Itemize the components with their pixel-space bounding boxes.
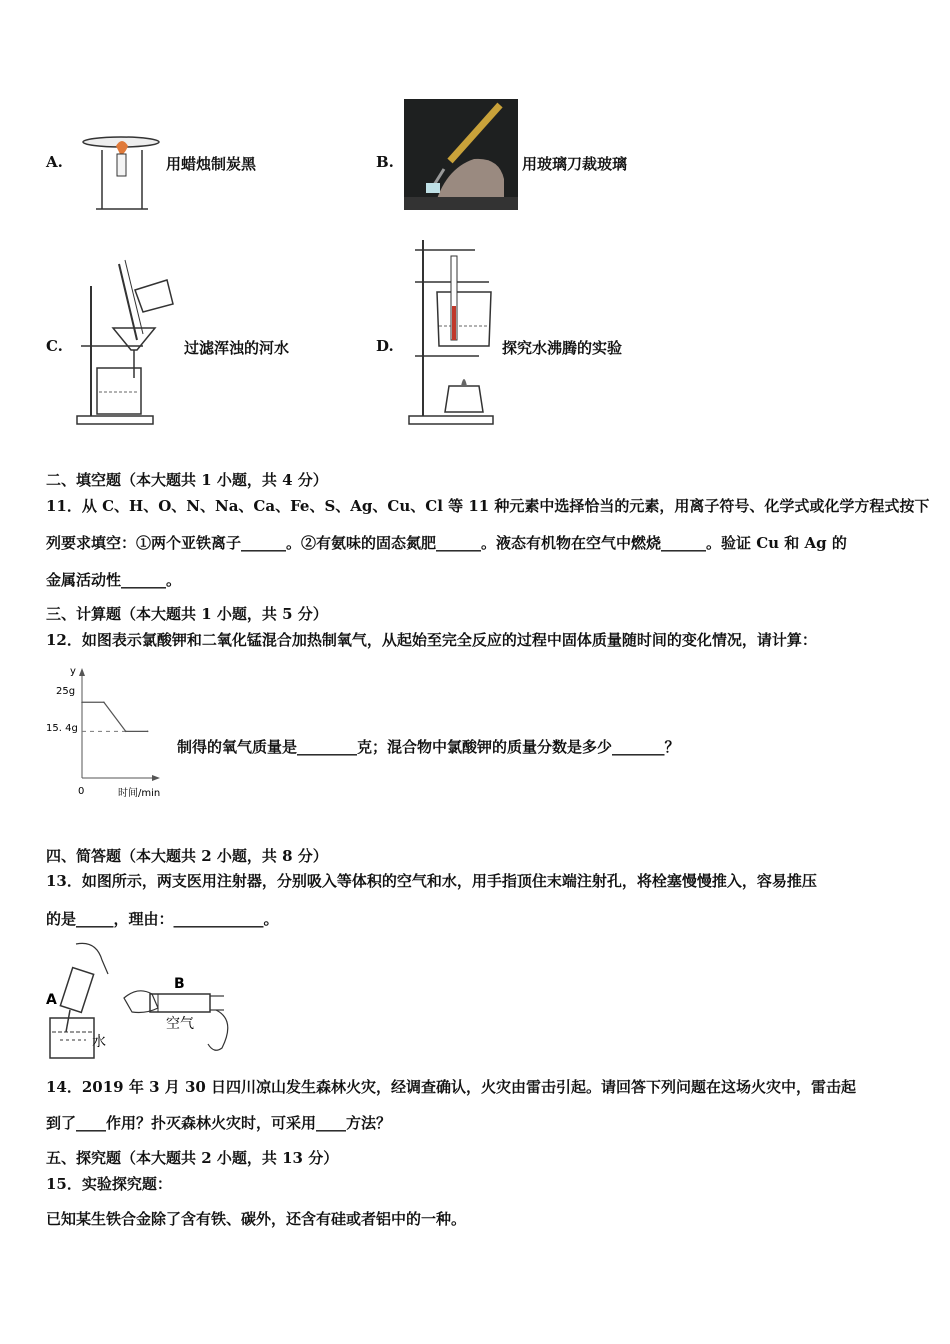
y-tick-15-4g: 15. 4g — [46, 723, 78, 734]
origin-label: 0 — [78, 786, 85, 797]
q13-line2: 的是_____，理由：____________。 — [46, 910, 279, 928]
option-d-letter: D. — [376, 337, 394, 355]
option-c-text: 过滤浑浊的河水 — [184, 339, 290, 357]
data-point-0 — [81, 701, 83, 703]
q11-line2: 列要求填空：①两个亚铁离子______。②有氨味的固态氮肥______。液态有机物在空气中燃烧______。验证 Cu 和 Ag 的 — [46, 534, 847, 552]
data-point-2 — [125, 731, 127, 733]
q12-line1: 12．如图表示氯酸钾和二氧化锰混合加热制氧气，从起始至完全反应的过程中固体质量随时间的变化情况，请计算： — [46, 631, 817, 649]
option-c-letter: C. — [46, 337, 63, 355]
mass-time-chart — [44, 660, 174, 800]
q14-line2: 到了____作用？扑灭森林火灾时，可采用____方法？ — [46, 1114, 392, 1132]
series-line-solid-mass — [82, 702, 148, 731]
data-point-1 — [103, 701, 105, 703]
glass-cutter-photo — [404, 99, 518, 210]
y-tick-25g: 25g — [56, 686, 76, 697]
option-a-letter: A. — [46, 153, 63, 171]
section3-heading: 三、计算题（本大题共 1 小题，共 5 分） — [46, 605, 328, 623]
candle-soot-figure — [76, 132, 166, 212]
label-air: 空气 — [166, 1016, 194, 1032]
option-b-text: 用玻璃刀裁玻璃 — [522, 155, 628, 173]
x-axis-label: 时间/min — [118, 788, 161, 799]
boiling-water-figure — [409, 236, 501, 426]
data-point-3 — [147, 731, 149, 733]
option-b-letter: B. — [376, 153, 394, 171]
option-d-text: 探究水沸腾的实验 — [502, 339, 623, 357]
option-a-text: 用蜡烛制炭黑 — [166, 155, 257, 173]
q13-line1: 13．如图所示，两支医用注射器，分别吸入等体积的空气和水，用手指顶住末端注射孔，将栓塞慢慢推入，容易推压 — [46, 872, 817, 890]
label-a: A — [46, 992, 57, 1008]
q11-line3: 金属活动性______。 — [46, 571, 182, 589]
section5-heading: 五、探究题（本大题共 2 小题，共 13 分） — [46, 1149, 339, 1167]
q15-title: 15．实验探究题： — [46, 1175, 172, 1193]
syringe-figure — [46, 940, 236, 1064]
section4-heading: 四、简答题（本大题共 2 小题，共 8 分） — [46, 847, 328, 865]
q14-line1: 14．2019 年 3 月 30 日四川凉山发生森林火灾，经调查确认，火灾由雷击引起。请回答下列问题在这场火灾中，雷击起 — [46, 1078, 857, 1096]
q12-question: 制得的氧气质量是________克；混合物中氯酸钾的质量分数是多少_______？ — [177, 738, 680, 756]
y-axis-label: y — [70, 666, 76, 677]
q15-line1: 已知某生铁合金除了含有铁、碳外，还含有硅或者铝中的一种。 — [46, 1210, 467, 1228]
label-water: 水 — [92, 1034, 106, 1050]
label-b: B — [174, 976, 185, 992]
filtration-figure — [77, 250, 177, 426]
q11-line1: 11．从 C、H、O、N、Na、Ca、Fe、S、Ag、Cu、Cl 等 11 种元素中选择恰当的元素，用离子符号、化学式或化学方程式按下 — [46, 497, 930, 515]
section2-heading: 二、填空题（本大题共 1 小题，共 4 分） — [46, 471, 328, 489]
